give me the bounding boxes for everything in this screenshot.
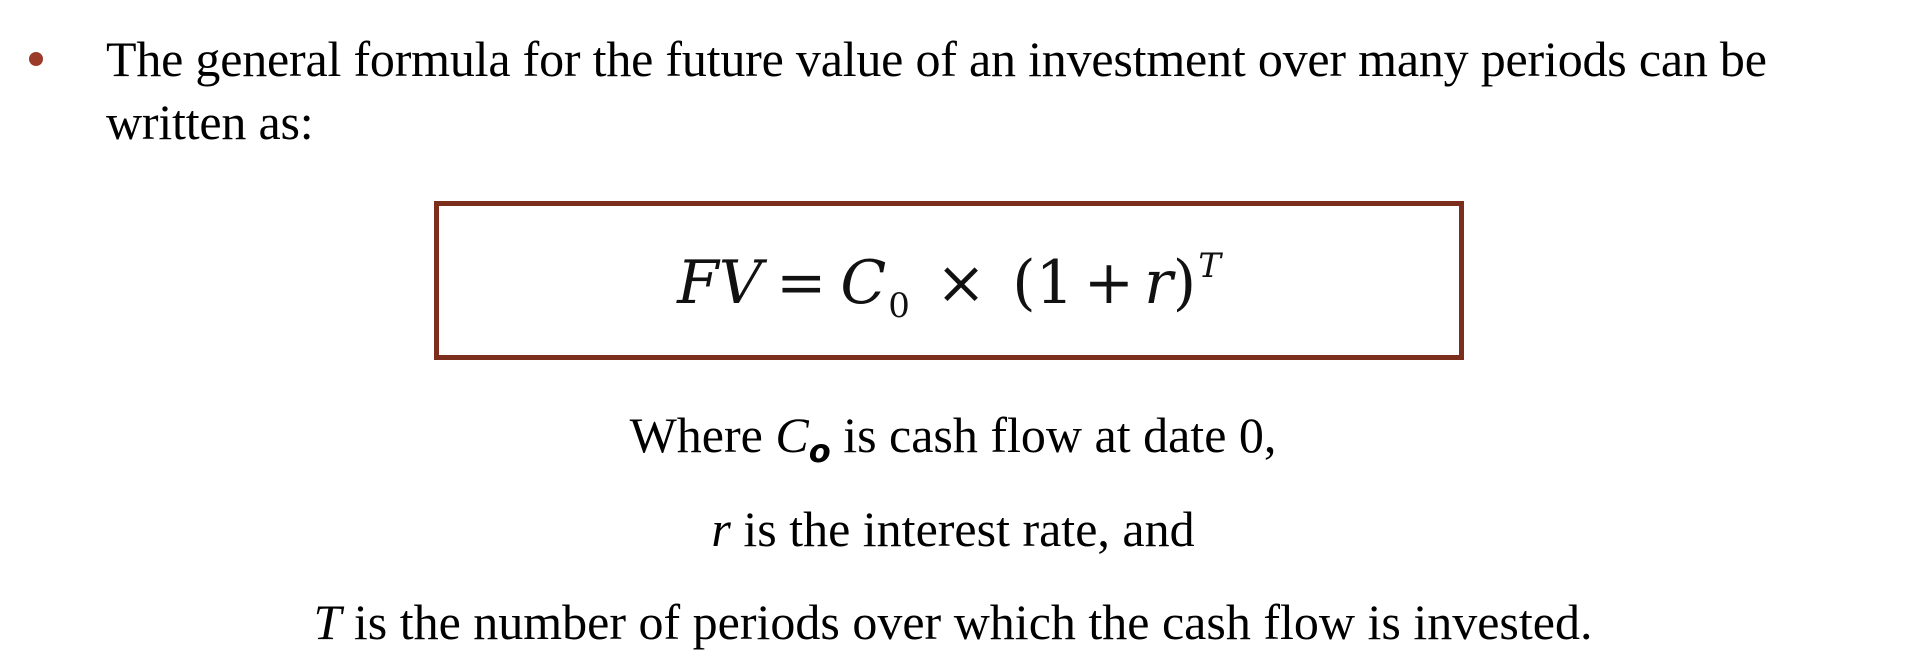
formula-times: ×: [935, 247, 987, 318]
definition-c0-var: C: [775, 407, 809, 463]
formula-close-paren: ): [1172, 247, 1197, 318]
bullet-dot-icon: [29, 52, 43, 66]
formula-fv: FV: [677, 247, 763, 318]
definition-r-text: is the interest rate, and: [730, 501, 1195, 557]
definition-c0-sub: o: [808, 432, 831, 470]
formula-r: r: [1144, 247, 1173, 318]
definition-t-text: is the number of periods over which the cash flow is invested.: [341, 594, 1593, 650]
bullet-text: The general formula for the future value of an investment over many periods can be written as:: [106, 31, 1767, 150]
formula-exponent: T: [1198, 245, 1221, 286]
formula-box: [434, 201, 1464, 360]
definition-r-var: r: [711, 501, 731, 557]
definition-t-var: T: [313, 594, 342, 650]
definition-c0: [0, 405, 1906, 471]
formula-open-paren: (1: [1012, 247, 1074, 318]
definition-c0-text: is cash flow at date 0,: [830, 407, 1277, 463]
formula-c: C: [840, 247, 887, 318]
formula-c-subscript: 0: [888, 285, 910, 326]
formula-equals: =: [776, 247, 827, 318]
definition-t: [0, 592, 1906, 652]
formula-plus: +: [1083, 247, 1135, 318]
definition-r: [0, 499, 1906, 559]
future-value-formula: [677, 245, 1221, 326]
definition-c0-prefix: Where: [629, 407, 776, 463]
